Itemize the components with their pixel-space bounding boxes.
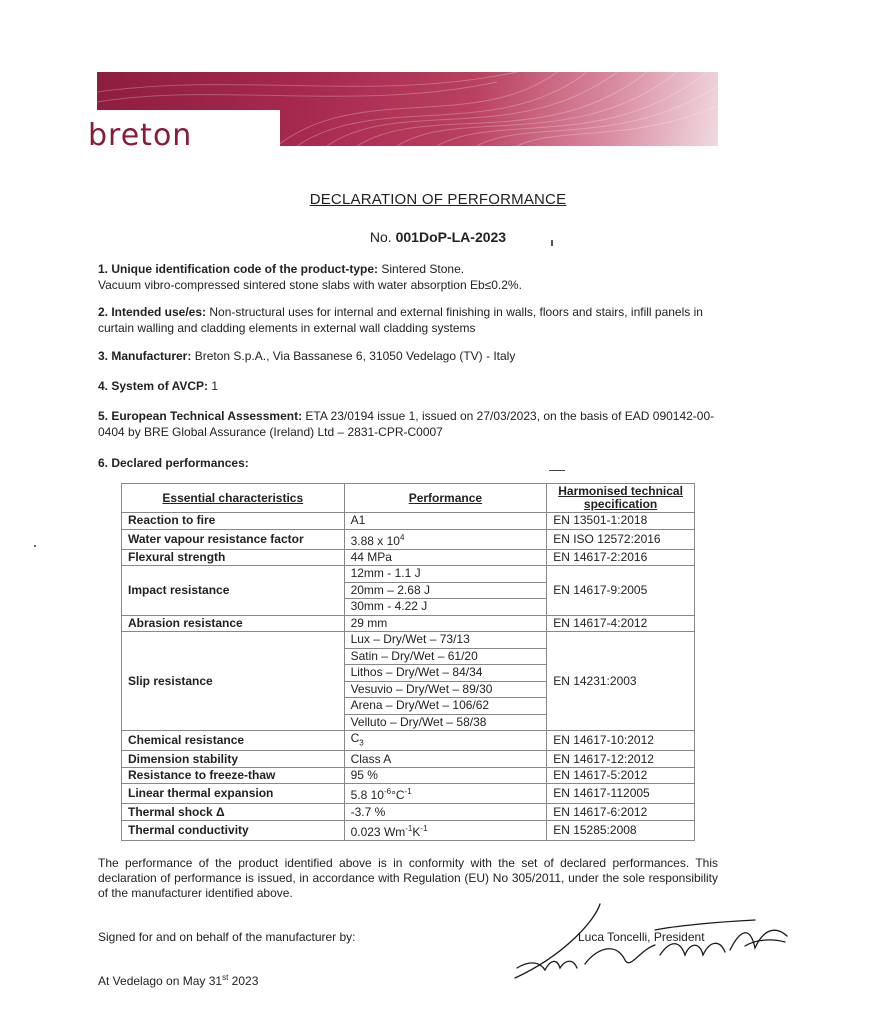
perf-base: 5.8 10 <box>350 788 384 803</box>
document-title: DECLARATION OF PERFORMANCE <box>309 191 567 208</box>
date-year: 2023 <box>231 974 259 988</box>
cell-performance <box>344 784 547 804</box>
cell-spec: EN 13501-1:2018 <box>547 513 695 530</box>
cell-characteristic: Chemical resistance <box>122 731 345 751</box>
scan-mark <box>549 470 565 471</box>
cell-characteristic: Reaction to fire <box>122 513 345 530</box>
cell-spec: EN 14617-5:2012 <box>547 767 695 784</box>
performance-table <box>121 483 695 841</box>
cell-characteristic: Resistance to freeze-thaw <box>122 767 345 784</box>
table-row <box>122 820 695 840</box>
cell-performance <box>344 820 547 840</box>
table-row <box>122 632 695 649</box>
table-row <box>122 513 695 530</box>
section-5 <box>98 408 718 440</box>
table-row <box>122 529 695 549</box>
cell-performance: Lithos – Dry/Wet – 84/34 <box>344 665 547 682</box>
document-number-prefix: No. <box>369 229 392 245</box>
place-date-text: At Vedelago on May 31 <box>98 974 223 988</box>
cell-characteristic: Flexural strength <box>122 549 345 566</box>
cell-spec: EN 14617-12:2012 <box>547 751 695 768</box>
table-row <box>122 566 695 583</box>
section-6 <box>98 455 718 471</box>
cell-spec: EN 14617-112005 <box>547 784 695 804</box>
signer-name: Luca Toncelli, President <box>578 930 705 944</box>
section-5-label: 5. European Technical Assessment: <box>98 409 303 423</box>
cell-characteristic: Slip resistance <box>122 632 345 731</box>
section-4 <box>98 378 718 394</box>
section-3 <box>98 348 718 364</box>
section-4-label: 4. System of AVCP: <box>98 379 209 393</box>
cell-performance <box>344 529 547 549</box>
cell-spec: EN 14617-9:2005 <box>547 566 695 616</box>
perf-subscript: 3 <box>359 738 364 748</box>
perf-exponent: -1 <box>420 823 428 833</box>
cell-characteristic: Dimension stability <box>122 751 345 768</box>
table-row <box>122 549 695 566</box>
cell-performance: A1 <box>344 513 547 530</box>
cell-spec: EN 14231:2003 <box>547 632 695 731</box>
cell-spec: EN ISO 12572:2016 <box>547 529 695 549</box>
perf-unit: °C <box>391 788 405 803</box>
cell-spec: EN 14617-10:2012 <box>547 731 695 751</box>
section-1 <box>98 261 718 293</box>
perf-base: C <box>350 731 360 745</box>
conformity-statement: The performance of the product identified above is in conformity with the set of declared performances. This declaration of performance is issued, in accordance with Regulation (EU) No 305/2011, under the sole responsibility of the manufacturer identified above. <box>98 856 718 900</box>
signed-on-behalf: Signed for and on behalf of the manufacturer by: <box>98 930 356 944</box>
header-performance: Performance <box>344 484 547 513</box>
cell-performance: 95 % <box>344 767 547 784</box>
table-row <box>122 784 695 804</box>
cell-performance: 44 MPa <box>344 549 547 566</box>
section-2-label: 2. Intended use/es: <box>98 305 207 319</box>
document-number-value: 001DoP-LA-2023 <box>395 229 507 245</box>
cell-characteristic: Thermal conductivity <box>122 820 345 840</box>
cell-performance: 20mm – 2.68 J <box>344 582 547 599</box>
cell-performance: Velluto – Dry/Wet – 58/38 <box>344 714 547 731</box>
cell-performance: Class A <box>344 751 547 768</box>
place-and-date <box>98 973 258 988</box>
perf-exponent: -1 <box>405 823 413 833</box>
section-3-value: Breton S.p.A., Via Bassanese 6, 31050 Vedelago (TV) - Italy <box>194 349 516 363</box>
perf-exponent: 4 <box>399 532 405 542</box>
perf-unit: K <box>412 824 421 839</box>
section-5-value: ETA 23/0194 issue 1, issued on 27/03/2023, on the basis of EAD 090142-00-0404 by BRE Global Assurance (Ireland) Ltd – 2831-CPR-C0007 <box>98 409 715 439</box>
section-1-line2: Vacuum vibro-compressed sintered stone slabs with water absorption Eb≤0.2%. <box>98 278 522 292</box>
perf-base: 0.023 Wm <box>350 824 406 839</box>
cell-characteristic: Water vapour resistance factor <box>122 529 345 549</box>
cell-characteristic: Thermal shock Δ <box>122 804 345 821</box>
table-row <box>122 731 695 751</box>
table-row <box>122 615 695 632</box>
perf-exponent: -1 <box>404 787 412 797</box>
table-row <box>122 804 695 821</box>
table-header-row <box>122 484 695 513</box>
cell-performance: -3.7 % <box>344 804 547 821</box>
cell-characteristic: Abrasion resistance <box>122 615 345 632</box>
cell-spec: EN 15285:2008 <box>547 820 695 840</box>
section-2-value: Non-structural uses for internal and external finishing in walls, floors and stairs, infill panels in curtain walling and cladding elements in external wall cladding systems <box>98 305 703 335</box>
date-ordinal: st <box>222 973 229 982</box>
perf-base: 3.88 x 10 <box>350 533 400 548</box>
cell-performance: Vesuvio – Dry/Wet – 89/30 <box>344 681 547 698</box>
breton-logo: breton <box>88 118 193 153</box>
header-essential-characteristics: Essential characteristics <box>122 484 345 513</box>
cell-characteristic: Impact resistance <box>122 566 345 616</box>
scan-mark <box>551 240 553 246</box>
cell-performance: 12mm - 1.1 J <box>344 566 547 583</box>
cell-spec: EN 14617-4:2012 <box>547 615 695 632</box>
cell-performance: Satin – Dry/Wet – 61/20 <box>344 648 547 665</box>
section-4-value: 1 <box>211 379 219 393</box>
cell-performance: Lux – Dry/Wet – 73/13 <box>344 632 547 649</box>
cell-spec: EN 14617-6:2012 <box>547 804 695 821</box>
cell-performance: 30mm - 4.22 J <box>344 599 547 616</box>
section-6-label: 6. Declared performances: <box>98 456 249 470</box>
table-row <box>122 751 695 768</box>
section-2 <box>98 304 718 336</box>
scan-mark <box>34 545 36 547</box>
section-1-value: Sintered Stone. <box>381 262 465 276</box>
header-harmonised-spec: Harmonised technical specification <box>547 484 695 513</box>
perf-exponent: -6 <box>383 787 392 797</box>
section-1-label: 1. Unique identification code of the product-type: <box>98 262 379 276</box>
cell-performance: 29 mm <box>344 615 547 632</box>
section-3-label: 3. Manufacturer: <box>98 349 192 363</box>
cell-characteristic: Linear thermal expansion <box>122 784 345 804</box>
document-number <box>0 229 876 245</box>
cell-performance: Arena – Dry/Wet – 106/62 <box>344 698 547 715</box>
cell-spec: EN 14617-2:2016 <box>547 549 695 566</box>
cell-performance <box>344 731 547 751</box>
table-row <box>122 767 695 784</box>
handwritten-signature <box>505 900 795 985</box>
